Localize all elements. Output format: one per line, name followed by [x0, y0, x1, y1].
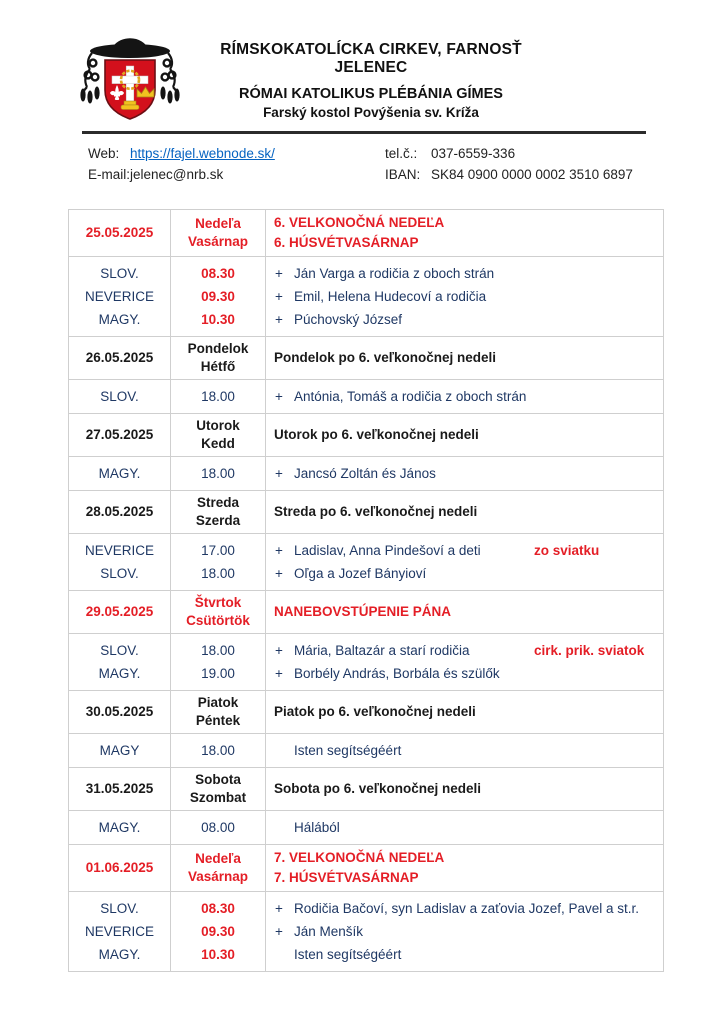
place-cell [69, 734, 171, 768]
parish-title-hungarian: RÓMAI KATOLIKUS PLÉBÁNIA GÍMES [239, 86, 503, 102]
feast-title-cell: Pondelok po 6. veľkonočnej nedeli [266, 337, 664, 380]
contact-left-column [88, 143, 385, 185]
date-cell: 25.05.2025 [69, 210, 171, 257]
contact-web-row [88, 143, 385, 164]
feast-title-cell: Piatok po 6. veľkonočnej nedeli [266, 691, 664, 734]
day-row [69, 210, 664, 257]
time-label: 08.00 [201, 820, 235, 835]
intention-text: Oľga a Jozef Bányioví [294, 566, 427, 581]
place-label: NEVERICE [84, 924, 155, 939]
day-name-cell: Pondelok Hétfő [171, 337, 266, 380]
cross-mark: + [275, 901, 283, 916]
place-cell [69, 257, 171, 337]
intention-cell [266, 634, 664, 691]
intention-line [266, 462, 663, 485]
feast-note: cirk. prik. sviatok [534, 643, 645, 658]
day-row [69, 768, 664, 811]
feast-note: zo sviatku [534, 543, 600, 558]
tel-label: tel.č.: [385, 146, 418, 161]
intention-line [266, 662, 663, 685]
feast-title-cell: Utorok po 6. veľkonočnej nedeli [266, 414, 664, 457]
feast-title-cell: 6. VELKONOČNÁ NEDEĽA 6. HÚSVÉTVASÁRNAP [266, 210, 664, 257]
time-label: 09.30 [201, 289, 235, 304]
intention-line [266, 308, 663, 331]
date-cell: 26.05.2025 [69, 337, 171, 380]
intention-line [266, 285, 663, 308]
date-cell: 31.05.2025 [69, 768, 171, 811]
place-cell [69, 892, 171, 972]
day-row [69, 414, 664, 457]
mass-row [69, 257, 664, 337]
day-row [69, 337, 664, 380]
time-label: 09.30 [201, 924, 235, 939]
contact-iban-row [385, 164, 633, 185]
cross-mark: + [275, 389, 283, 404]
intention-line [266, 816, 663, 839]
cross-mark: + [275, 924, 283, 939]
place-label: MAGY. [98, 466, 141, 481]
place-label: SLOV. [100, 389, 139, 404]
cross-mark: + [275, 289, 283, 304]
date-cell: 29.05.2025 [69, 591, 171, 634]
place-label: SLOV. [100, 266, 139, 281]
coat-of-arms-graphic [75, 25, 185, 125]
cross-mark: + [275, 666, 283, 681]
mass-row [69, 380, 664, 414]
date-cell: 28.05.2025 [69, 491, 171, 534]
intention-text: Antónia, Tomáš a rodičia z oboch strán [294, 389, 527, 404]
place-cell [69, 380, 171, 414]
intention-text: Hálából [294, 820, 340, 835]
time-label: 19.00 [201, 666, 235, 681]
cross-mark [275, 739, 294, 762]
intention-cell [266, 457, 664, 491]
time-cell [171, 457, 266, 491]
place-label: MAGY. [98, 312, 141, 327]
contact-tel-row [385, 143, 633, 164]
mass-row [69, 811, 664, 845]
web-label: Web: [88, 146, 120, 161]
place-label: MAGY. [98, 820, 141, 835]
day-row [69, 591, 664, 634]
mass-schedule-table [68, 209, 664, 972]
intention-cell [266, 534, 664, 591]
place-cell [69, 457, 171, 491]
header-divider [82, 131, 646, 134]
intention-text: Rodičia Bačoví, syn Ladislav a zaťovia Jozef, Pavel a st.r. [294, 901, 639, 916]
time-cell [171, 811, 266, 845]
day-name-cell: Nedeľa Vasárnap [171, 210, 266, 257]
intention-text: Púchovský József [294, 312, 403, 327]
place-label: SLOV. [100, 566, 139, 581]
time-label: 10.30 [201, 947, 235, 962]
intention-line [266, 539, 663, 562]
intention-line [266, 897, 663, 920]
cross-mark: + [275, 266, 283, 281]
time-label: 18.00 [201, 643, 235, 658]
day-row [69, 691, 664, 734]
cross-mark: + [275, 312, 283, 327]
intention-line [266, 739, 663, 762]
mass-row [69, 734, 664, 768]
contact-right-column [385, 143, 633, 185]
time-cell [171, 534, 266, 591]
mass-row [69, 892, 664, 972]
day-name-cell: Utorok Kedd [171, 414, 266, 457]
parish-coat-of-arms [75, 25, 185, 125]
day-name-cell: Sobota Szombat [171, 768, 266, 811]
parish-church-name: Farský kostol Povýšenia sv. Kríža [263, 105, 479, 120]
intention-cell [266, 734, 664, 768]
intention-text: Mária, Baltazár a starí rodičia [294, 643, 470, 658]
place-label: MAGY [99, 743, 140, 758]
iban-label: IBAN: [385, 167, 421, 182]
place-label: MAGY. [98, 666, 141, 681]
time-cell [171, 734, 266, 768]
date-cell: 01.06.2025 [69, 845, 171, 892]
place-label: SLOV. [100, 901, 139, 916]
contact-email-row [88, 164, 385, 185]
intention-line [266, 385, 663, 408]
day-row [69, 845, 664, 892]
parish-titles [185, 25, 557, 125]
mass-row [69, 634, 664, 691]
email-label: E-mail: [88, 167, 131, 182]
cross-mark [275, 816, 294, 839]
time-label: 18.00 [201, 743, 235, 758]
feast-title-cell: NANEBOVSTÚPENIE PÁNA [266, 591, 664, 634]
mass-row [69, 534, 664, 591]
time-label: 08.30 [201, 901, 235, 916]
intention-text: Emil, Helena Hudecoví a rodičia [294, 289, 487, 304]
intention-cell [266, 811, 664, 845]
time-label: 10.30 [201, 312, 235, 327]
place-label: NEVERICE [84, 543, 155, 558]
place-label: SLOV. [100, 643, 139, 658]
intention-text: Ján Varga a rodičia z oboch strán [294, 266, 495, 281]
time-label: 18.00 [201, 389, 235, 404]
date-cell: 30.05.2025 [69, 691, 171, 734]
intention-cell [266, 380, 664, 414]
time-cell [171, 380, 266, 414]
website-link[interactable]: https://fajel.webnode.sk/ [130, 146, 275, 161]
place-cell [69, 634, 171, 691]
time-cell [171, 257, 266, 337]
time-cell [171, 634, 266, 691]
contact-block [88, 143, 724, 185]
email-value: jelenec@nrb.sk [130, 167, 224, 182]
place-label: MAGY. [98, 947, 141, 962]
place-cell [69, 811, 171, 845]
intention-cell [266, 892, 664, 972]
tel-value: 037-6559-336 [431, 146, 516, 161]
intention-line [266, 920, 663, 943]
date-cell: 27.05.2025 [69, 414, 171, 457]
feast-title-cell: 7. VELKONOČNÁ NEDEĽA 7. HÚSVÉTVASÁRNAP [266, 845, 664, 892]
feast-title-cell: Streda po 6. veľkonočnej nedeli [266, 491, 664, 534]
feast-title-cell: Sobota po 6. veľkonočnej nedeli [266, 768, 664, 811]
intention-text: Ján Menšík [294, 924, 364, 939]
iban-value: SK84 0900 0000 0002 3510 6897 [431, 167, 633, 182]
day-name-cell: Štvrtok Csütörtök [171, 591, 266, 634]
time-label: 08.30 [201, 266, 235, 281]
cross-mark: + [275, 566, 283, 581]
intention-line [266, 943, 663, 966]
time-cell [171, 892, 266, 972]
cross-mark [275, 943, 294, 966]
day-name-cell: Nedeľa Vasárnap [171, 845, 266, 892]
day-name-cell: Piatok Péntek [171, 691, 266, 734]
mass-row [69, 457, 664, 491]
parish-header [0, 0, 724, 125]
cross-mark: + [275, 643, 283, 658]
time-label: 18.00 [201, 566, 235, 581]
intention-text: Borbély András, Borbála és szülők [294, 666, 500, 681]
parish-title-slovak: RÍMSKOKATOLÍCKA CIRKEV, FARNOSŤ JELENEC [220, 41, 522, 76]
intention-text: Ladislav, Anna Pindešoví a deti [294, 543, 481, 558]
cross-mark: + [275, 466, 283, 481]
time-label: 18.00 [201, 466, 235, 481]
day-row [69, 491, 664, 534]
place-label: NEVERICE [84, 289, 155, 304]
cross-mark: + [275, 543, 283, 558]
intention-text: Isten segítségéért [294, 947, 402, 962]
intention-cell [266, 257, 664, 337]
intention-line [266, 262, 663, 285]
intention-text: Jancsó Zoltán és János [294, 466, 436, 481]
intention-text: Isten segítségéért [294, 743, 402, 758]
day-name-cell: Streda Szerda [171, 491, 266, 534]
time-label: 17.00 [201, 543, 235, 558]
place-cell [69, 534, 171, 591]
intention-line [266, 639, 663, 662]
intention-line [266, 562, 663, 585]
